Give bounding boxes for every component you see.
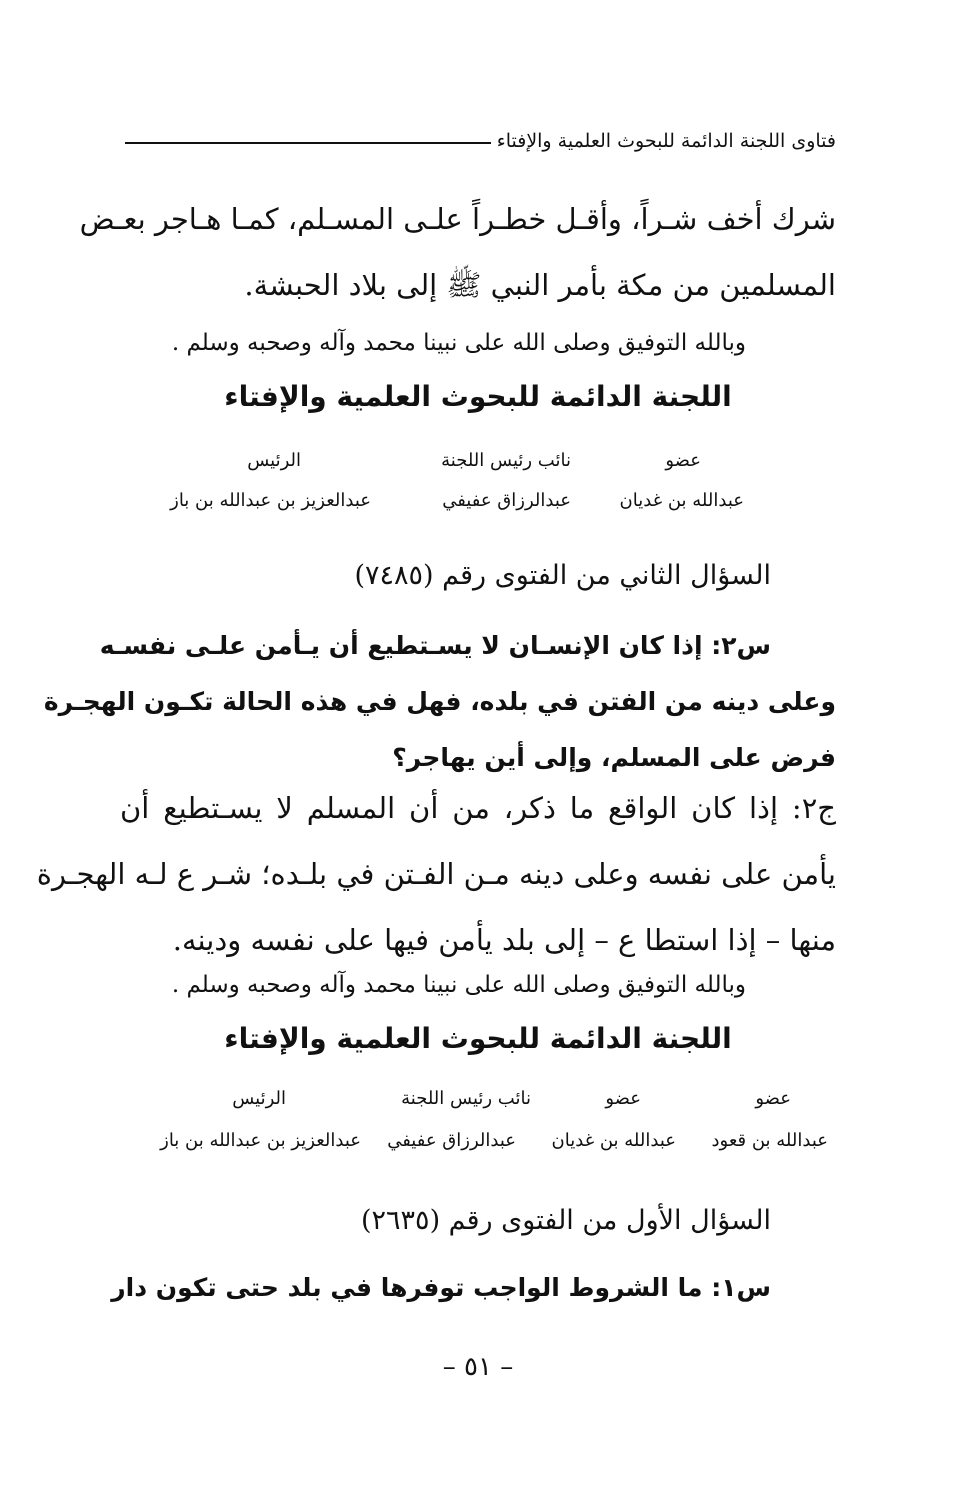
- signatory-name: عبدالله بن قعود: [711, 1130, 828, 1151]
- running-header: [125, 128, 836, 154]
- signatory-title: عضو: [665, 450, 701, 471]
- text-line: شرك أخف شـراً، وأقـل خطـراً علـى المسـلم، كمـا هـاجر بعـض: [79, 202, 836, 236]
- committee-name: اللجنة الدائمة للبحوث العلمية والإفتاء: [224, 1022, 732, 1055]
- signatory-name: عبدالرزاق عفيفي: [442, 490, 571, 511]
- text-line: س١: ما الشروط الواجب توفرها في بلد حتى تكون دار: [111, 1273, 771, 1302]
- signatory-title: عضو: [755, 1088, 791, 1109]
- text-line: س٢: إذا كان الإنسـان لا يسـتطيع أن يـأمن علـى نفسـه: [99, 631, 771, 660]
- header-title: فتاوى اللجنة الدائمة للبحوث العلمية والإفتاء: [496, 130, 836, 152]
- committee-name: اللجنة الدائمة للبحوث العلمية والإفتاء: [224, 380, 732, 413]
- signatory-name: عبدالعزيز بن عبدالله بن باز: [160, 1130, 361, 1151]
- text-line: منها – إذا استطا ع – إلى بلد يأمن فيها على نفسه ودينه.: [172, 923, 836, 957]
- page-number: – ٥١ –: [442, 1352, 514, 1382]
- closing-prayer: وبالله التوفيق وصلى الله على نبينا محمد وآله وصحبه وسلم .: [171, 330, 746, 356]
- signatory-title: الرئيس: [247, 450, 301, 471]
- signatory-name: عبدالرزاق عفيفي: [387, 1130, 516, 1151]
- signatory-title: نائب رئيس اللجنة: [441, 450, 571, 471]
- paragraph-continuation: [79, 186, 836, 318]
- question-heading: السؤال الأول من الفتوى رقم (٢٦٣٥): [361, 1205, 771, 1236]
- signatory-title: نائب رئيس اللجنة: [401, 1088, 531, 1109]
- signatory-title: الرئيس: [232, 1088, 286, 1109]
- question-1: [111, 1260, 771, 1316]
- closing-prayer: وبالله التوفيق وصلى الله على نبينا محمد وآله وصحبه وسلم .: [171, 972, 746, 998]
- text-line: ج٢: إذا كان الواقع ما ذكر، من أن المسلم لا يسـتطيع أن: [120, 791, 836, 825]
- question-2: [43, 618, 836, 786]
- header-rule: [125, 142, 491, 144]
- text-line: وعلى دينه من الفتن في بلده، فهل في هذه الحالة تكـون الهجـرة: [43, 687, 836, 716]
- signatory-name: عبدالعزيز بن عبدالله بن باز: [170, 490, 371, 511]
- signatory-title: عضو: [605, 1088, 641, 1109]
- text-line: يأمن على نفسه وعلى دينه مـن الفـتن في بلـده؛ شـر ع لـه الهجـرة: [36, 857, 836, 891]
- signatory-name: عبدالله بن غديان: [551, 1130, 676, 1151]
- question-heading: السؤال الثاني من الفتوى رقم (٧٤٨٥): [354, 560, 771, 591]
- signatory-name: عبدالله بن غديان: [619, 490, 744, 511]
- text-line: فرض على المسلم، وإلى أين يهاجر؟: [392, 743, 836, 772]
- text-line: المسلمين من مكة بأمر النبي ﷺ إلى بلاد الحبشة.: [244, 268, 836, 302]
- answer-2: [36, 775, 836, 973]
